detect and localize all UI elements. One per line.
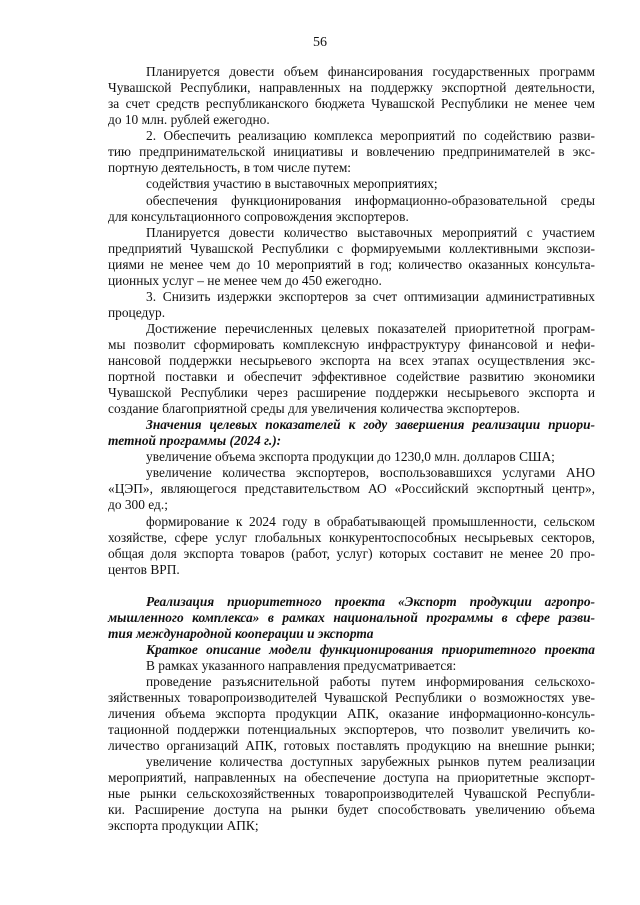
text-line: центов ВРП.: [108, 562, 180, 577]
text-line: за счет средств республиканского бюджета Чувашской Республики не менее чем: [108, 96, 595, 111]
heading-line: мышленного комплекса» в рамках национальной программы в сфере разви-: [108, 610, 595, 625]
text-line: 3. Снизить издержки экспортеров за счет оптимизации административных: [146, 289, 595, 304]
text-line: нансовой поддержки несырьевого экспорта на всех этапах осуществления экс-: [108, 353, 595, 368]
text-line: портной поставки и обеспечит эффективное содействие развитию экономики: [108, 369, 595, 384]
text-line: мы позволит сформировать комплексную инфраструктуру финансовой и нефи-: [108, 337, 595, 352]
heading-line: Краткое описание модели функционирования приоритетного проекта: [146, 642, 595, 657]
text-line: проведение разъяснительной работы путем информирования сельскохо-: [146, 674, 595, 689]
text-line: содействия участию в выставочных мероприятиях;: [146, 176, 438, 191]
text-line: тационной поддержки потенциальных экспортеров, что позволит увеличить ко-: [108, 722, 595, 737]
text-line: «ЦЭП», являющегося представительством АО «Российский экспортный центр»,: [108, 481, 595, 496]
heading-line: тия международной кооперации и экспорта: [108, 626, 374, 641]
heading-line: тетной программы (2024 г.):: [108, 433, 282, 448]
text-line: для консультационного сопровождения экспортеров.: [108, 209, 409, 224]
text-line: обеспечения функционирования информационно-образовательной среды: [146, 193, 595, 208]
text-line: тию предпринимательской инициативы и вовлечению предпринимателей в экс-: [108, 144, 595, 159]
text-line: Чувашской Республики через расширение поддержки несырьевого экспорта и: [108, 385, 595, 400]
text-line: общая доля экспорта товаров (работ, услуг) которых составит не менее 20 про-: [108, 546, 595, 561]
text-line: до 10 млн. рублей ежегодно.: [108, 112, 270, 127]
text-line: создание благоприятной среды для увеличения количества экспортеров.: [108, 401, 520, 416]
text-line: ки. Расширение доступа на рынки будет способствовать увеличению объема: [108, 802, 595, 817]
text-line: экспорта продукции АПК;: [108, 818, 259, 833]
text-line: В рамках указанного направления предусматривается:: [146, 658, 457, 673]
text-line: Планируется довести количество выставочных мероприятий с участием: [146, 225, 595, 240]
text-line: процедур.: [108, 305, 166, 320]
text-line: зяйственных товаропроизводителей Чувашской Республики о возможностях уве-: [108, 690, 595, 705]
heading-line: Реализация приоритетного проекта «Экспорт продукции агропро-: [146, 594, 595, 609]
text-line: формирование к 2024 году в обрабатывающей промышленности, сельском: [146, 514, 595, 529]
text-line: Чувашской Республики, направленных на поддержку экспортной деятельности,: [108, 80, 595, 95]
text-line: хозяйстве, сфере услуг глобальных конкурентоспособных несырьевых секторов,: [108, 530, 595, 545]
text-line: увеличение количества экспортеров, воспользовавшихся услугами АНО: [146, 465, 595, 480]
text-line: личения объема экспорта продукции АПК, оказание информационно-консуль-: [108, 706, 595, 721]
text-line: увеличение количества доступных зарубежных рынков путем реализации: [146, 754, 595, 769]
text-line: личество организаций АПК, готовых поставлять продукцию на внешние рынки;: [108, 738, 595, 753]
text-line: портную деятельность, в том числе путем:: [108, 160, 352, 175]
text-line: предприятий Чувашской Республики с формируемыми коллективными экспози-: [108, 241, 595, 256]
text-line: 2. Обеспечить реализацию комплекса мероприятий по содействию разви-: [146, 128, 595, 143]
text-line: Планируется довести объем финансирования государственных программ: [146, 64, 595, 79]
text-line: до 300 ед.;: [108, 497, 168, 512]
text-line: мероприятий, направленных на обеспечение доступа на приоритетные экспорт-: [108, 770, 595, 785]
page-number: 56: [313, 35, 327, 50]
text-line: Достижение перечисленных целевых показателей приоритетной програм-: [146, 321, 595, 336]
heading-line: Значения целевых показателей к году завершения реализации приори-: [146, 417, 595, 432]
text-line: ционных услуг – не менее чем до 450 ежегодно.: [108, 273, 382, 288]
text-line: увеличение объема экспорта продукции до 1230,0 млн. долларов США;: [146, 449, 555, 464]
text-line: циями не менее чем до 10 мероприятий в год; количество оказанных консульта-: [108, 257, 595, 272]
text-line: ные рынки сельскохозяйственных товаропроизводителей Чувашской Республи-: [108, 786, 595, 801]
